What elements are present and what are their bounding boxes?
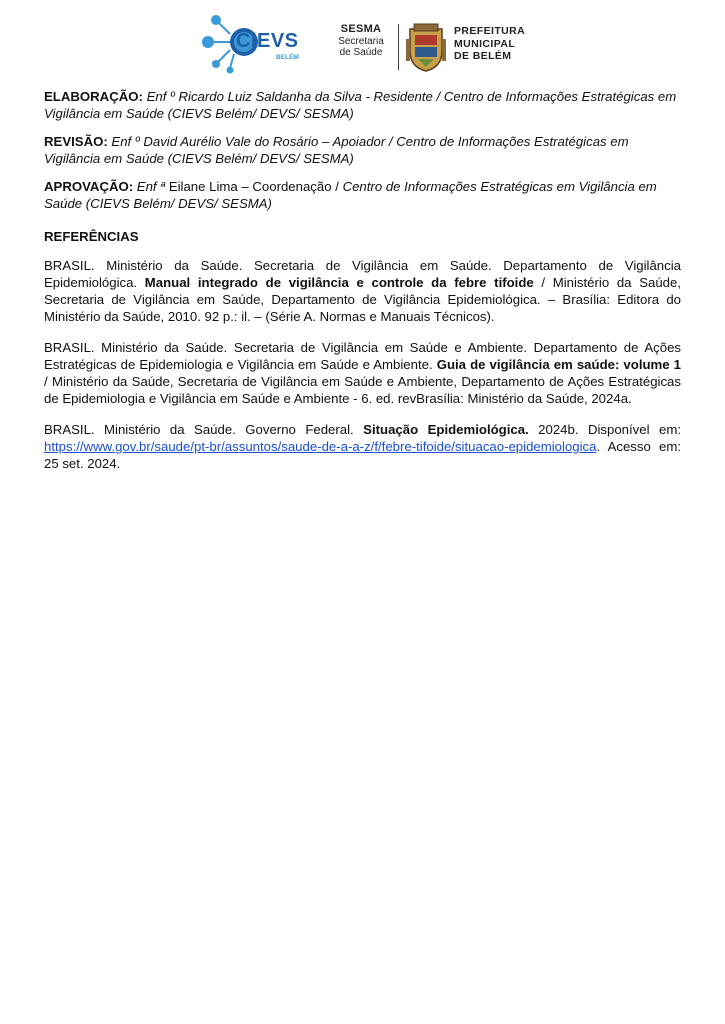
logo-divider [398,24,399,70]
credit-revisao-text: Enf º David Aurélio Vale do Rosário – Apoiador / Centro de Informações Estratégicas em Vigilância em Saúde (CIEVS Belém/ DEVS/ SESMA) [44,134,629,166]
credit-aprovacao-plain: Eilane Lima – Coordenação / [165,179,343,194]
reference-2 [44,339,681,407]
cievs-logo [200,12,322,82]
reference-1-title: Manual integrado de vigilância e controle da febre tifoide [144,275,534,290]
reference-1-pre: BRASIL. Ministério da Saúde. Secretaria de Vigilância em Saúde. Departamento de Vigilância Epidemiológica. [44,258,681,290]
reference-3-post: . Acesso em: 25 set. 2024. [44,439,681,471]
cievs-logo-sub: BELÉM [276,54,299,61]
sesma-abbr: SESMA [340,23,382,35]
reference-1-post: / Ministério da Saúde, Secretaria de Vigilância em Saúde, Departamento de Vigilância Epidemiológica. – Brasília: Editora do Ministério da Saúde, 2010. 92 p.: il. – (Série A. Normas e Manuais Técnicos). [44,275,681,324]
reference-3-title: Situação Epidemiológica. [363,422,529,437]
credit-revisao-label: REVISÃO: [44,134,108,149]
document-body [44,88,681,486]
sesma-logo [330,24,392,59]
credit-aprovacao-label: APROVAÇÃO: [44,179,134,194]
cievs-logo-text: CIEVS [236,30,299,52]
credit-aprovacao-italic-2: Centro de Informações Estratégicas em Vigilância em Saúde (CIEVS Belém/ DEVS/ SESMA) [44,179,657,211]
reference-3-pre: BRASIL. Ministério da Saúde. Governo Federal. [44,422,364,437]
sesma-line1: Secretaria [338,35,384,47]
reference-3 [44,421,681,472]
pref-line3: DE BELÉM [454,50,512,62]
credit-elaboracao-label: ELABORAÇÃO: [44,89,143,104]
credit-aprovacao [44,178,681,212]
credit-aprovacao-italic-1: Enf ª [133,179,166,194]
belem-crest-icon [404,21,448,73]
pref-line2: MUNICIPAL [454,37,516,50]
prefeitura-logo [454,25,525,63]
credit-revisao [44,133,681,167]
reference-1 [44,257,681,325]
header-logos [0,12,725,82]
reference-2-pre: BRASIL. Ministério da Saúde. Secretaria de Vigilância em Saúde e Ambiente. Departamento de Ações Estratégicas de Epidemiologia e Vigilância em Saúde e Ambiente. [44,340,681,372]
reference-3-link[interactable]: https://www.gov.br/saude/pt-br/assuntos/saude-de-a-a-z/f/febre-tifoide/situacao-epidemiologica [44,439,597,454]
references-title: REFERÊNCIAS [44,229,139,244]
credit-elaboracao-text: Enf º Ricardo Luiz Saldanha da Silva - Residente / Centro de Informações Estratégicas em Vigilância em Saúde (CIEVS Belém/ DEVS/ SESMA) [44,89,677,121]
sesma-line2: de Saúde [339,47,383,58]
credit-elaboracao [44,88,681,122]
reference-2-title: Guia de vigilância em saúde: volume 1 [436,357,682,372]
reference-2-post: / Ministério da Saúde, Secretaria de Vigilância em Saúde e Ambiente, Departamento de Ações Estratégicas de Epidemiologia e Vigilância em Saúde e Ambiente - 6. ed. revBrasília: Ministério da Saúde, 2024a. [44,374,681,406]
reference-3-mid: 2024b. Disponível em: [528,422,681,437]
pref-line1: PREFEITURA [454,25,526,37]
